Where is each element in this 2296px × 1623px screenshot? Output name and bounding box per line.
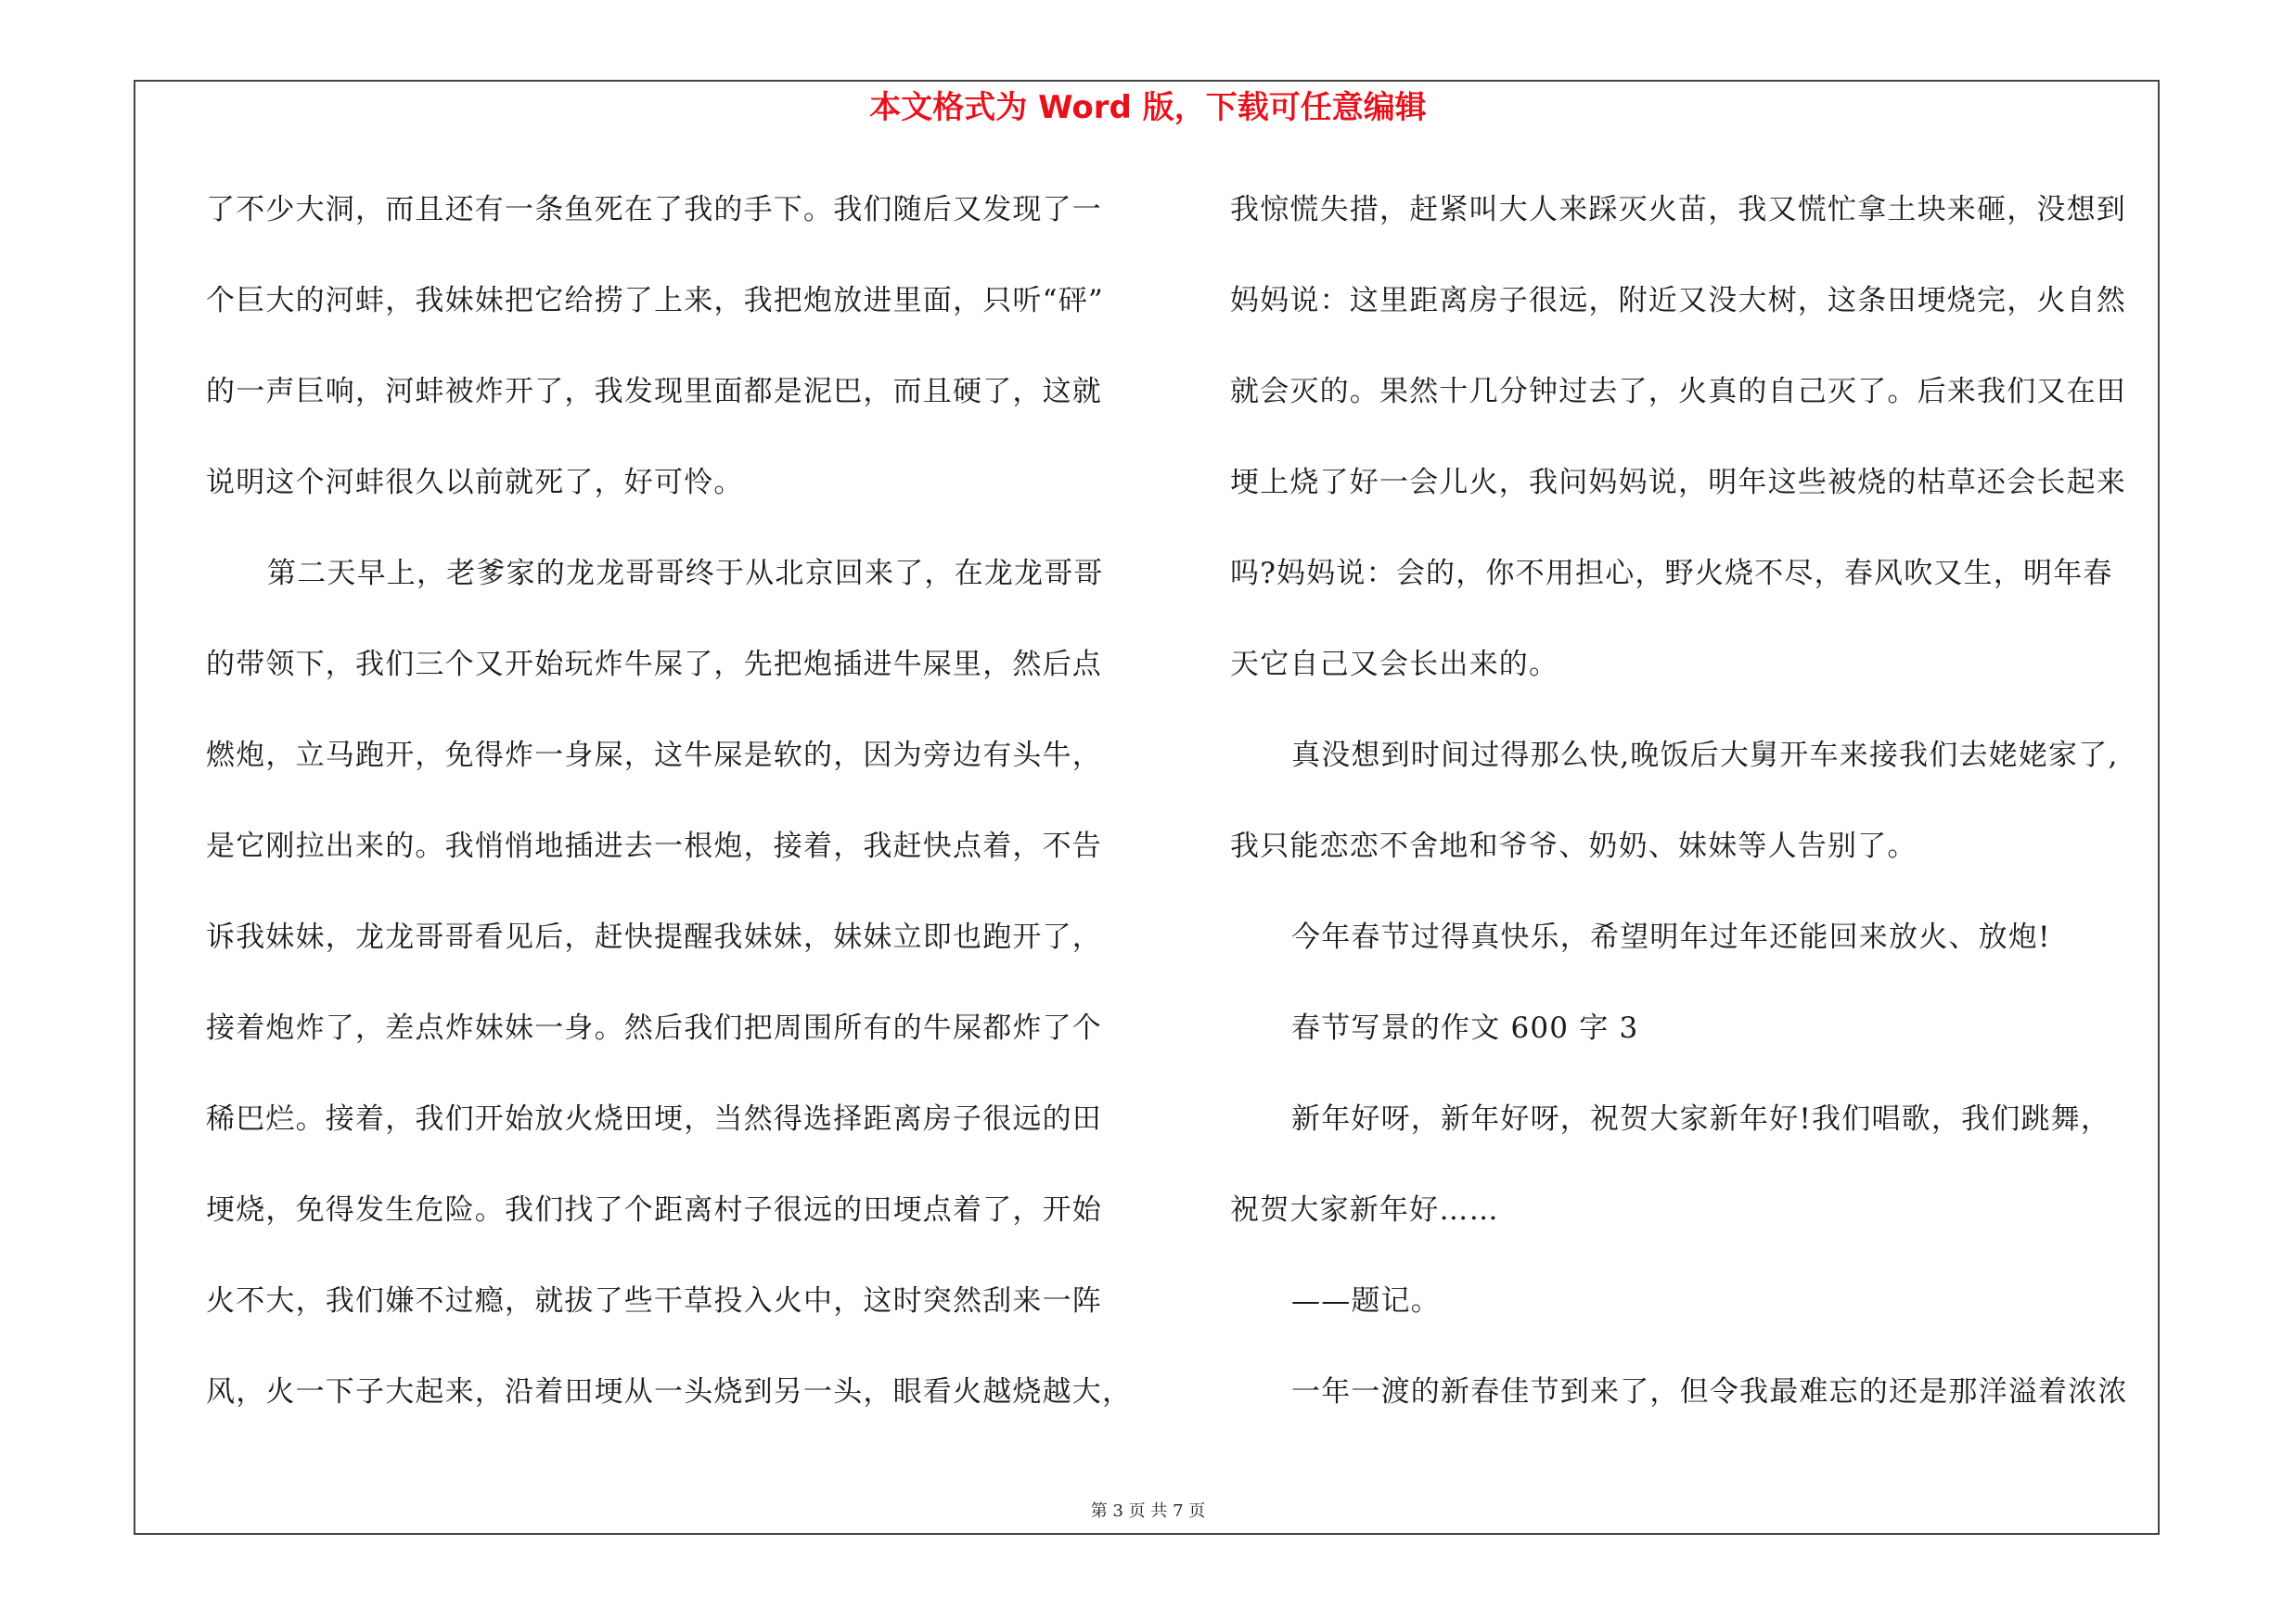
format-banner: 本文格式为 Word 版，下载可任意编辑 xyxy=(869,89,1427,126)
text-line: 接着炮炸了，差点炸妹妹一身。然后我们把周围所有的牛屎都炸了个 xyxy=(206,1011,1102,1045)
text-line: 天它自己又会长出来的。 xyxy=(1230,648,1559,681)
text-line: 的一声巨响，河蚌被炸开了，我发现里面都是泥巴，而且硬了，这就 xyxy=(206,375,1102,408)
text-line: 是它刚拉出来的。我悄悄地插进去一根炮，接着，我赶快点着，不告 xyxy=(206,830,1102,863)
text-line: 埂烧，免得发生危险。我们找了个距离村子很远的田埂点着了，开始 xyxy=(206,1193,1102,1227)
text-line: 的带领下，我们三个又开始玩炸牛屎了，先把炮插进牛屎里，然后点 xyxy=(206,648,1102,681)
right-text-column xyxy=(1230,182,2154,1455)
text-line: 我惊慌失措，赶紧叫大人来踩灭火苗，我又慌忙拿土块来砸，没想到 xyxy=(1230,193,2126,226)
text-line: 真没想到时间过得那么快,晚饭后大舅开车来接我们去姥姥家了, xyxy=(1291,739,2119,772)
text-line: 埂上烧了好一会儿火，我问妈妈说，明年这些被烧的枯草还会长起来 xyxy=(1230,466,2126,499)
text-line: 吗?妈妈说：会的，你不用担心，野火烧不尽，春风吹又生，明年春 xyxy=(1230,557,2113,590)
text-line: 春节写景的作文 600 字 3 xyxy=(1291,1011,1639,1045)
text-line: 今年春节过得真快乐，希望明年过年还能回来放火、放炮! xyxy=(1291,921,2051,954)
left-text-column xyxy=(206,182,1133,1455)
text-line: 一年一渡的新春佳节到来了，但令我最难忘的还是那洋溢着浓浓 xyxy=(1291,1375,2128,1409)
text-line: 个巨大的河蚌，我妹妹把它给捞了上来，我把炮放进里面，只听“砰” xyxy=(206,284,1104,317)
text-line: 诉我妹妹，龙龙哥哥看见后，赶快提醒我妹妹，妹妹立即也跑开了， xyxy=(206,921,1102,954)
text-line: ——题记。 xyxy=(1291,1284,1441,1318)
text-line: 说明这个河蚌很久以前就死了，好可怜。 xyxy=(206,466,744,499)
text-line: 火不大，我们嫌不过瘾，就拔了些干草投入火中，这时突然刮来一阵 xyxy=(206,1284,1102,1318)
text-line: 风，火一下子大起来，沿着田埂从一头烧到另一头，眼看火越烧越大， xyxy=(206,1375,1133,1409)
text-line: 新年好呀，新年好呀，祝贺大家新年好!我们唱歌，我们跳舞， xyxy=(1291,1102,2111,1136)
text-line: 第二天早上，老爹家的龙龙哥哥终于从北京回来了，在龙龙哥哥 xyxy=(267,557,1104,590)
page-number-footer: 第 3 页 共 7 页 xyxy=(1090,1501,1206,1521)
text-line: 妈妈说：这里距离房子很远，附近又没大树，这条田埂烧完，火自然 xyxy=(1230,284,2126,317)
text-line: 燃炮，立马跑开，免得炸一身屎，这牛屎是软的，因为旁边有头牛， xyxy=(206,739,1102,772)
text-line: 稀巴烂。接着，我们开始放火烧田埂，当然得选择距离房子很远的田 xyxy=(206,1102,1102,1136)
text-line: 了不少大洞，而且还有一条鱼死在了我的手下。我们随后又发现了一 xyxy=(206,193,1102,226)
text-line: 就会灭的。果然十几分钟过去了，火真的自己灭了。后来我们又在田 xyxy=(1230,375,2126,408)
text-line: 我只能恋恋不舍地和爷爷、奶奶、妹妹等人告别了。 xyxy=(1230,830,1918,863)
text-line: 祝贺大家新年好…… xyxy=(1230,1193,1499,1227)
